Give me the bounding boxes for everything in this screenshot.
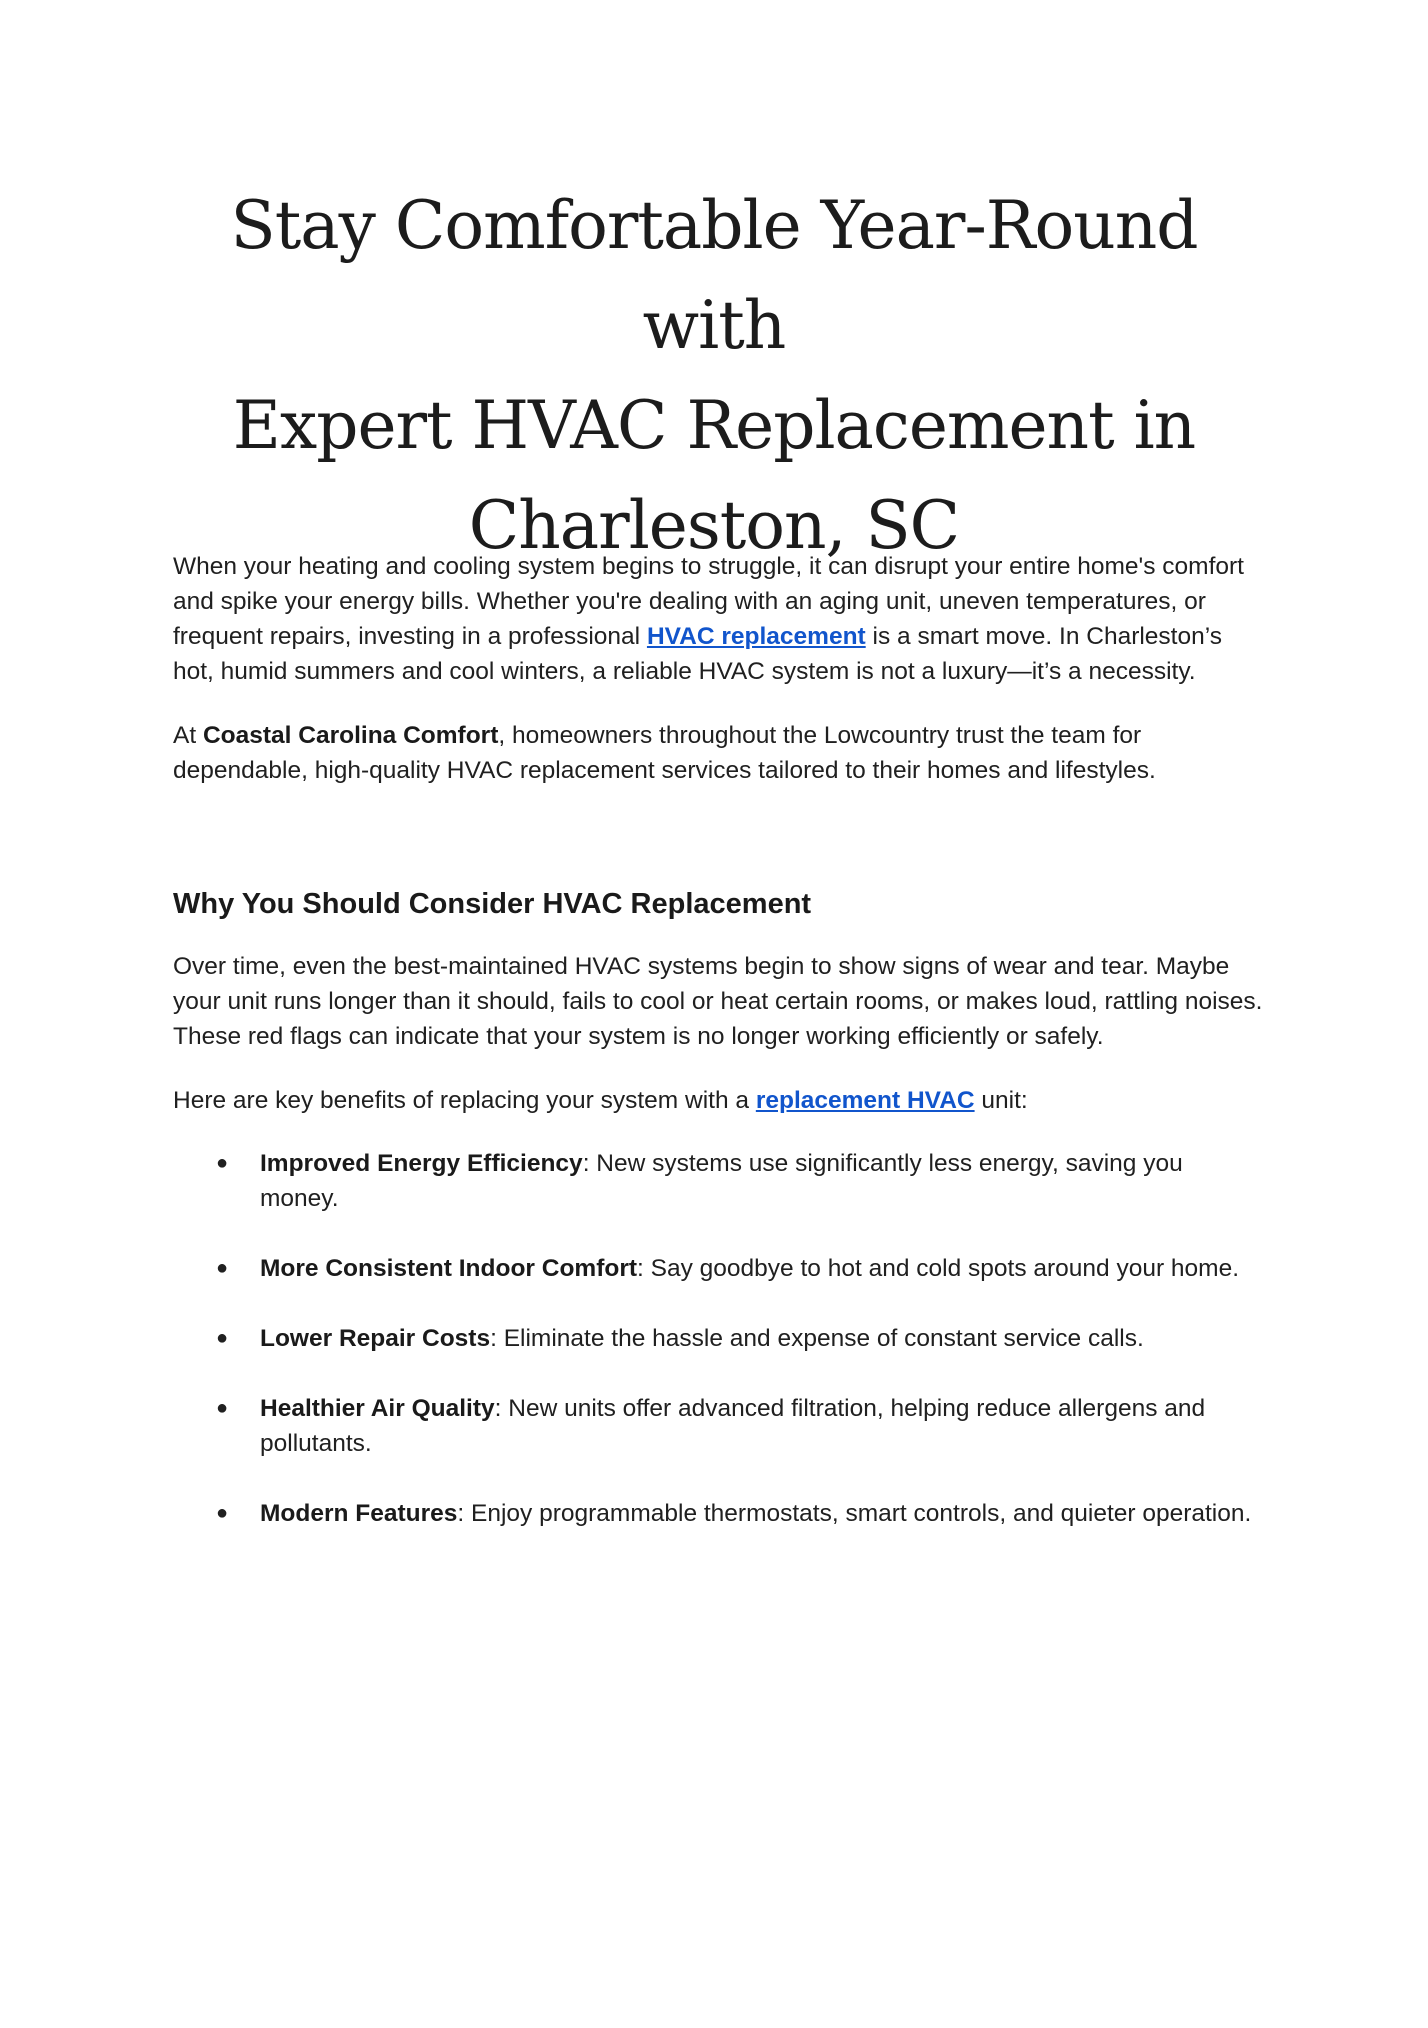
benefits-list: [173, 1146, 1263, 1531]
company-paragraph: [173, 718, 1263, 788]
title-line-3: Charleston, SC: [468, 487, 960, 564]
benefit-term: Healthier Air Quality: [260, 1395, 495, 1422]
list-item: [173, 1391, 1263, 1461]
benefit-term: Modern Features: [260, 1500, 458, 1527]
list-item: [173, 1251, 1263, 1286]
list-item: [173, 1146, 1263, 1216]
company-text: , homeowners throughout the Lowcountry trust the team for dependable, high-quality HVAC replacement services tailored to their homes and lifestyles.: [173, 722, 1156, 784]
benefit-description: : Say goodbye to hot and cold spots around your home.: [637, 1255, 1240, 1282]
benefit-description: : New units offer advanced filtration, helping reduce allergens and pollutants.: [260, 1395, 1206, 1457]
list-item: [173, 1321, 1263, 1356]
title-line-1: Stay Comfortable Year-Round with: [230, 187, 1198, 364]
benefit-term: Improved Energy Efficiency: [260, 1150, 583, 1177]
intro-paragraph: [173, 549, 1263, 689]
bullet-icon: ●: [216, 1257, 229, 1279]
benefit-description: : Eliminate the hassle and expense of constant service calls.: [490, 1325, 1144, 1352]
page-title: [172, 176, 1256, 576]
benefit-term: More Consistent Indoor Comfort: [260, 1255, 638, 1282]
section-heading: Why You Should Consider HVAC Replacement: [173, 888, 812, 920]
benefit-term: Lower Repair Costs: [260, 1325, 491, 1352]
bullet-icon: ●: [216, 1152, 229, 1174]
replacement-hvac-link[interactable]: replacement HVAC: [755, 1087, 975, 1114]
company-name: Coastal Carolina Comfort: [202, 722, 499, 749]
section-paragraph: Over time, even the best-maintained HVAC systems begin to show signs of wear and tear. Maybe your unit runs longer than it should, fails to cool or heat certain rooms, or makes loud, rattling noises. These red flags can indicate that your system is no longer working efficiently or safely.: [173, 953, 1263, 1050]
benefits-intro-before: Here are key benefits of replacing your system with a: [173, 1087, 756, 1114]
list-item: [173, 1496, 1263, 1531]
title-line-2: Expert HVAC Replacement in: [232, 387, 1196, 464]
benefits-intro-after: unit:: [974, 1087, 1028, 1114]
benefit-description: : Enjoy programmable thermostats, smart controls, and quieter operation.: [457, 1500, 1252, 1527]
company-prefix: At: [173, 722, 203, 749]
document-body: [173, 549, 1263, 1566]
intro-text-before-link: When your heating and cooling system begins to struggle, it can disrupt your entire home's comfort and spike your energy bills. Whether you're dealing with an aging unit, uneven temperatures, or frequent repairs, investing in a professional: [173, 553, 1244, 650]
benefit-description: : New systems use significantly less energy, saving you money.: [260, 1150, 1183, 1212]
bullet-icon: ●: [216, 1397, 229, 1419]
bullet-icon: ●: [216, 1327, 229, 1349]
benefits-intro: [173, 1083, 1263, 1118]
hvac-replacement-link[interactable]: HVAC replacement: [646, 623, 866, 650]
intro-text-after-link: is a smart move. In Charleston’s hot, humid summers and cool winters, a reliable HVAC system is not a luxury—it’s a necessity.: [173, 623, 1222, 685]
bullet-icon: ●: [216, 1502, 229, 1524]
